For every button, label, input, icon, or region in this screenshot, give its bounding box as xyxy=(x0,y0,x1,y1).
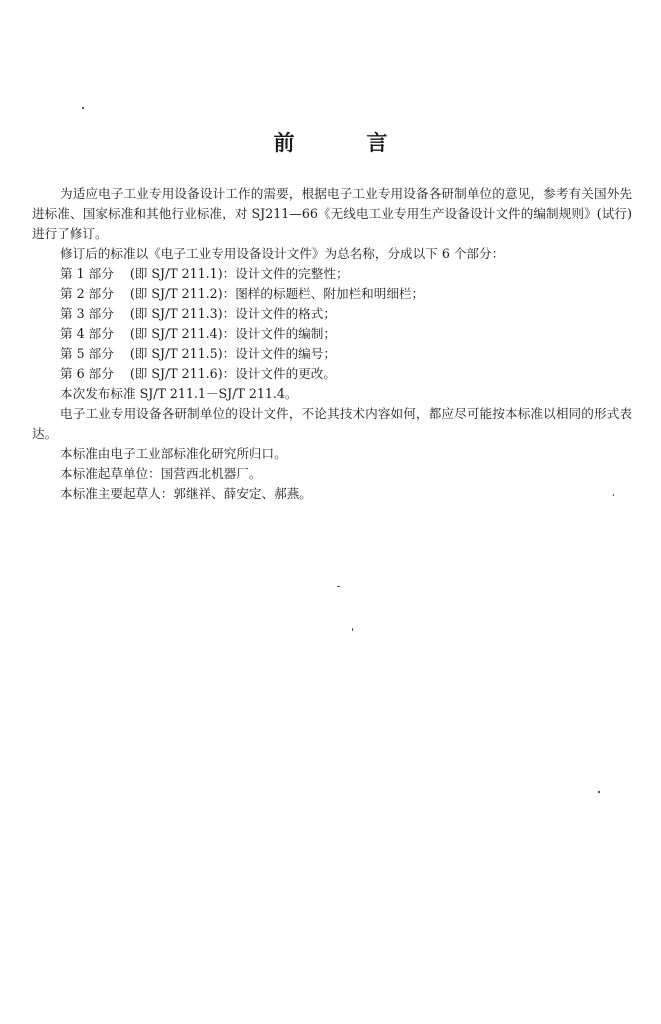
part-1-label: 第 1 部分 xyxy=(60,266,114,281)
part-3-label: 第 3 部分 xyxy=(60,306,114,321)
scan-speck xyxy=(337,586,340,587)
release-paragraph: 本次发布标准 SJ/T 211.1－SJ/T 211.4。 xyxy=(60,386,298,401)
part-2-label: 第 2 部分 xyxy=(60,286,114,301)
part-5-line xyxy=(32,344,632,364)
document-body xyxy=(32,184,632,504)
part-5-label: 第 5 部分 xyxy=(60,346,114,361)
part-3-ref: (即 SJ/T 211.3)：设计文件的格式； xyxy=(129,306,336,321)
intro-paragraph: 为适应电子工业专用设备设计工作的需要，根据电子工业专用设备各研制单位的意见，参考有关国外先进标准、国家标准和其他行业标准，对 SJ211—66《无线电工业专用生产设备设计文件的编制规则》(试行)进行了修订。 xyxy=(32,186,632,241)
part-4-ref: (即 SJ/T 211.4)：设计文件的编制； xyxy=(129,326,336,341)
responsible-org-paragraph: 本标准由电子工业部标准化研究所归口。 xyxy=(60,446,287,461)
part-6-ref: (即 SJ/T 211.6)：设计文件的更改。 xyxy=(129,366,336,381)
page-title: 前言 xyxy=(273,131,460,155)
structure-paragraph: 修订后的标准以《电子工业专用设备设计文件》为总名称，分成以下 6 个部分： xyxy=(60,246,505,261)
drafting-unit-paragraph: 本标准起草单位：国营西北机器厂。 xyxy=(60,466,262,481)
scan-speck xyxy=(613,494,614,496)
part-1-ref: (即 SJ/T 211.1)：设计文件的完整性； xyxy=(129,266,349,281)
part-5-ref: (即 SJ/T 211.5)：设计文件的编号； xyxy=(129,346,336,361)
part-2-line xyxy=(32,284,632,304)
scan-speck xyxy=(598,791,600,793)
part-3-line xyxy=(32,304,632,324)
part-2-ref: (即 SJ/T 211.2)：图样的标题栏、附加栏和明细栏； xyxy=(129,286,425,301)
part-6-line xyxy=(32,364,632,384)
part-4-line xyxy=(32,324,632,344)
part-4-label: 第 4 部分 xyxy=(60,326,114,341)
part-6-label: 第 6 部分 xyxy=(60,366,114,381)
scan-speck xyxy=(352,628,353,631)
usage-paragraph: 电子工业专用设备各研制单位的设计文件，不论其技术内容如何，都应尽可能按本标准以相同的形式表达。 xyxy=(32,406,632,441)
part-1-line xyxy=(32,264,632,284)
scan-speck xyxy=(82,107,84,109)
drafters-paragraph: 本标准主要起草人：郭继祥、薛安定、郝燕。 xyxy=(60,486,312,501)
